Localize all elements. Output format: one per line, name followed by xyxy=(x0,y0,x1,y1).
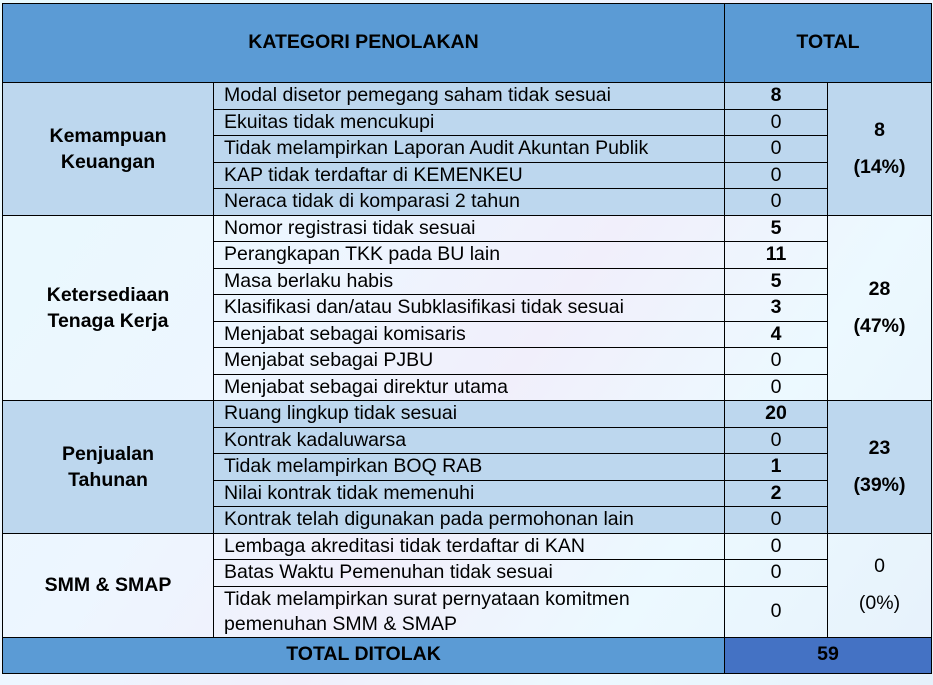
item-value: 0 xyxy=(725,348,828,375)
item-value: 4 xyxy=(725,321,828,348)
group-total-percent: (39%) xyxy=(853,473,906,496)
item-label: Kontrak telah digunakan pada permohonan lain xyxy=(214,507,725,534)
item-label: Nilai kontrak tidak memenuhi xyxy=(214,480,725,507)
grand-total-row xyxy=(3,637,932,673)
group-total-count: 8 xyxy=(874,118,885,141)
group-total-percent: (14%) xyxy=(853,155,906,178)
item-value: 0 xyxy=(725,109,828,136)
category-name-line1: SMM & SMAP xyxy=(44,574,172,596)
item-label: Menjabat sebagai direktur utama xyxy=(214,374,725,401)
group-total xyxy=(828,401,932,534)
header-total: TOTAL xyxy=(725,4,932,83)
item-label: Modal disetor pemegang saham tidak sesuai xyxy=(214,83,725,110)
item-label: Masa berlaku habis xyxy=(214,268,725,295)
item-label: Lembaga akreditasi tidak terdaftar di KAN xyxy=(214,533,725,560)
item-value: 0 xyxy=(725,136,828,163)
category-name-line2: Tenaga Kerja xyxy=(47,309,169,332)
item-value: 2 xyxy=(725,480,828,507)
item-value: 0 xyxy=(725,189,828,216)
item-value: 0 xyxy=(725,586,828,637)
item-label: Ruang lingkup tidak sesuai xyxy=(214,401,725,428)
item-value: 0 xyxy=(725,533,828,560)
grand-total-label: TOTAL DITOLAK xyxy=(3,637,725,673)
item-value: 0 xyxy=(725,507,828,534)
category-name-line1: Kemampuan xyxy=(49,124,167,147)
item-label: Kontrak kadaluwarsa xyxy=(214,427,725,454)
item-label: Tidak melampirkan surat pernyataan komitmen pemenuhan SMM & SMAP xyxy=(214,586,725,637)
item-value: 3 xyxy=(725,295,828,322)
category-penjualan-tahunan xyxy=(3,401,214,534)
category-name-line1: Penjualan xyxy=(61,442,155,465)
item-label: Klasifikasi dan/atau Subklasifikasi tidak sesuai xyxy=(214,295,725,322)
group-total-count: 28 xyxy=(868,277,891,300)
category-name-line1: Ketersediaan xyxy=(46,283,170,306)
group-total-percent: (47%) xyxy=(853,314,906,337)
grand-total-value: 59 xyxy=(725,637,932,673)
item-value: 20 xyxy=(725,401,828,428)
table-row xyxy=(3,533,932,560)
item-label: Tidak melampirkan BOQ RAB xyxy=(214,454,725,481)
item-value: 5 xyxy=(725,268,828,295)
group-total xyxy=(828,533,932,637)
table-header-row xyxy=(3,4,932,83)
table-row xyxy=(3,215,932,242)
category-smm-smap xyxy=(3,533,214,637)
item-label: Menjabat sebagai komisaris xyxy=(214,321,725,348)
table-row xyxy=(3,401,932,428)
category-name-line2: Keuangan xyxy=(60,150,156,173)
group-total-count: 0 xyxy=(874,555,885,577)
item-value: 0 xyxy=(725,560,828,587)
category-name-line2: Tahunan xyxy=(68,468,148,491)
category-ketersediaan-tenaga-kerja xyxy=(3,215,214,401)
item-value: 0 xyxy=(725,374,828,401)
item-label: Tidak melampirkan Laporan Audit Akuntan Publik xyxy=(214,136,725,163)
item-label: Nomor registrasi tidak sesuai xyxy=(214,215,725,242)
header-category: KATEGORI PENOLAKAN xyxy=(3,4,725,83)
item-value: 11 xyxy=(725,242,828,269)
item-value: 0 xyxy=(725,162,828,189)
category-kemampuan-keuangan xyxy=(3,83,214,216)
item-label: Neraca tidak di komparasi 2 tahun xyxy=(214,189,725,216)
item-label: Menjabat sebagai PJBU xyxy=(214,348,725,375)
item-value: 8 xyxy=(725,83,828,110)
item-value: 5 xyxy=(725,215,828,242)
table-row xyxy=(3,83,932,110)
item-label: KAP tidak terdaftar di KEMENKEU xyxy=(214,162,725,189)
item-label: Ekuitas tidak mencukupi xyxy=(214,109,725,136)
item-value: 1 xyxy=(725,454,828,481)
item-value: 0 xyxy=(725,427,828,454)
item-label: Perangkapan TKK pada BU lain xyxy=(214,242,725,269)
group-total xyxy=(828,215,932,401)
group-total xyxy=(828,83,932,216)
rejection-category-table xyxy=(2,3,932,674)
group-total-percent: (0%) xyxy=(858,592,901,614)
group-total-count: 23 xyxy=(868,436,891,459)
item-label: Batas Waktu Pemenuhan tidak sesuai xyxy=(214,560,725,587)
